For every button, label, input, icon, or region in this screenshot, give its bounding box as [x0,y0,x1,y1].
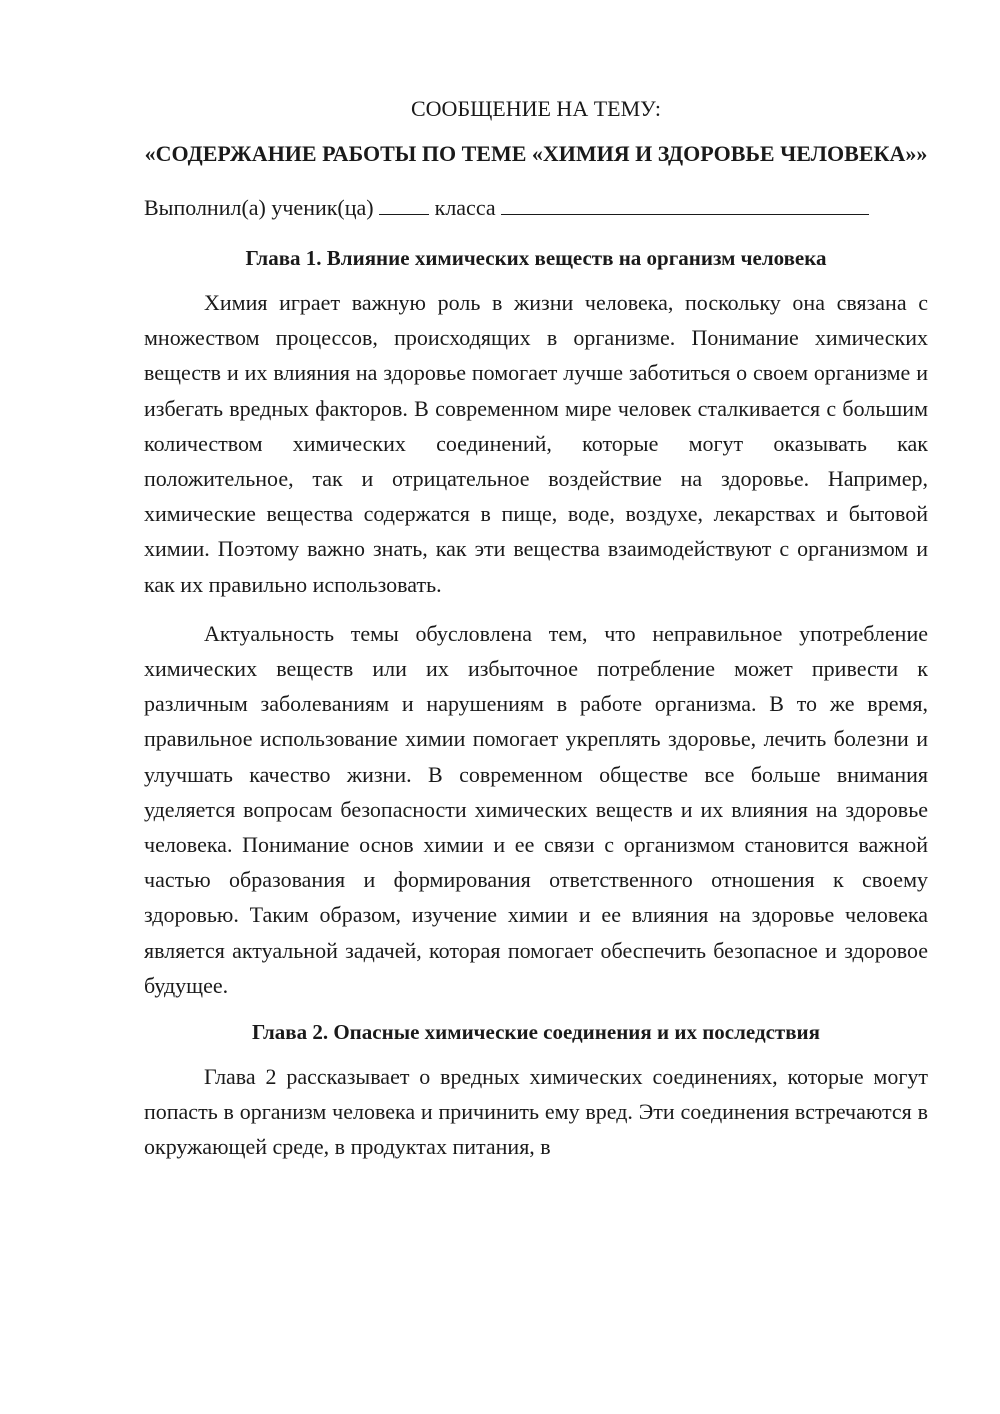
class-number-blank [379,192,429,215]
performer-label: Выполнил(а) ученик(ца) [144,195,374,220]
chapter-2-paragraph: Глава 2 рассказывает о вредных химических соединениях, которые могут попасть в организм человека и причинить ему вред. Эти соединения встречаются в окружающей среде, в продуктах питания, в [144,1064,928,1160]
document-page [144,94,928,1165]
chapter-1-paragraph: Актуальность темы обусловлена тем, что неправильное употребление химических веществ или их избыточное потребление может привести к различным заболеваниям и нарушениям в работе организма. В то же время, правильное использование химии помогает укреплять здоровье, лечить болезни и улучшать качество жизни. В современном обществе все больше внимания уделяется вопросам безопасности химических веществ и их влияния на здоровье человека. Понимание основ химии и ее связи с организмом становится важной частью образования и формирования ответственного отношения к своему здоровью. Таким образом, изучение химии и ее влияния на здоровье человека является актуальной задачей, которая помогает обеспечить безопасное и здоровое будущее. [144,620,928,998]
document-title: «СОДЕРЖАНИЕ РАБОТЫ ПО ТЕМЕ «ХИМИЯ И ЗДОРОВЬЕ ЧЕЛОВЕКА»» [144,141,928,166]
chapter-1-paragraph: Химия играет важную роль в жизни человека, поскольку она связана с множеством процессов, происходящих в организме. Понимание химических веществ и их влияния на здоровье помогает лучше заботиться о своем организме и избегать вредных факторов. В современном мире человек сталкивается с большим количеством химических соединений, которые могут оказывать как положительное, так и отрицательное воздействие на здоровье. Например, химические вещества содержатся в пище, воде, воздухе, лекарствах и бытовой химии. Поэтому важно знать, как эти вещества взаимодействуют с организмом и как их правильно использовать. [144,290,928,597]
student-name-blank [501,192,869,215]
performer-line [144,192,928,223]
chapter-1-title: Глава 1. Влияние химических веществ на организм человека [245,246,827,270]
class-label: класса [434,195,496,220]
chapter-2-title: Глава 2. Опасные химические соединения и их последствия [251,1020,821,1045]
message-heading: СООБЩЕНИЕ НА ТЕМУ: [411,96,661,121]
